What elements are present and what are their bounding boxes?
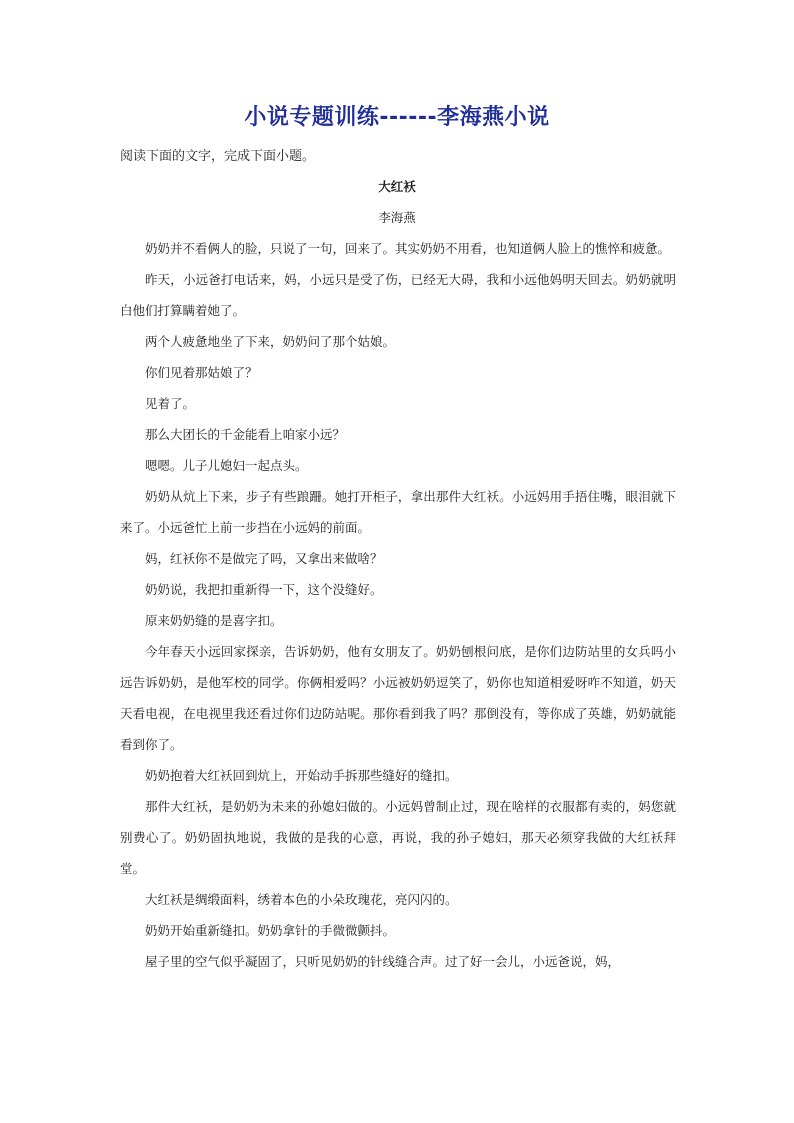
paragraph: 两个人疲惫地坐了下来，奶奶问了那个姑娘。 — [145, 334, 396, 349]
paragraph: 妈，红袄你不是做完了吗，又拿出来做啥？ — [145, 551, 383, 566]
paragraph: 那件大红袄，是奶奶为未来的孙媳妇做的。小远妈曾制止过，现在啥样的衣服都有卖的，妈您就别费心了。奶奶固执地说，我做的是我的心意，再说，我的孙子媳妇，那天必须穿我做的大红袄拜堂。 — [120, 799, 676, 876]
paragraph: 那么大团长的千金能看上咱家小远？ — [145, 427, 346, 442]
paragraph: 今年春天小远回家探亲，告诉奶奶，他有女朋友了。奶奶刨根问底，是你们边防站里的女兵吗小远告诉奶奶，是他军校的同学。你俩相爱吗？小远被奶奶逗笑了，奶你也知道相爱呀咋不知道，奶天天看电视，在电视里我还看过你们边防站呢。那你看到我了吗？那倒没有，等你成了英雄，奶奶就能看到你了。 — [120, 644, 676, 752]
reading-instruction: 阅读下面的文字，完成下面小题。 — [120, 149, 316, 164]
document-title: 小说专题训练------李海燕小说 — [244, 105, 550, 130]
paragraph: 奶奶从炕上下来，步子有些踉跚。她打开柜子，拿出那件大红袄。小远妈用手捂住嘴，眼泪就下来了。小远爸忙上前一步挡在小远妈的前面。 — [120, 489, 676, 535]
paragraph: 你们见着那姑娘了？ — [145, 365, 258, 380]
story-body — [120, 233, 676, 977]
paragraph: 见着了。 — [145, 396, 196, 411]
story-title: 大红袄 — [378, 179, 416, 194]
story-author: 李海燕 — [378, 210, 416, 225]
paragraph: 奶奶抱着大红袄回到炕上，开始动手拆那些缝好的缝扣。 — [145, 768, 458, 783]
paragraph: 奶奶说，我把扣重新得一下，这个没缝好。 — [145, 582, 383, 597]
paragraph: 原来奶奶缝的是喜字扣。 — [145, 613, 283, 628]
paragraph: 奶奶开始重新缝扣。奶奶拿针的手微微颤抖。 — [145, 923, 396, 938]
paragraph: 奶奶并不看俩人的脸，只说了一句，回来了。其实奶奶不用看，也知道俩人脸上的憔悴和疲惫。 — [145, 241, 671, 256]
paragraph: 昨天，小远爸打电话来，妈，小远只是受了伤，已经无大碍，我和小远他妈明天回去。奶奶就明白他们打算瞒着她了。 — [120, 272, 676, 318]
paragraph: 屋子里的空气似乎凝固了，只听见奶奶的针线缝合声。过了好一会儿，小远爸说，妈， — [145, 954, 621, 969]
paragraph: 嗯嗯。儿子儿媳妇一起点头。 — [145, 458, 308, 473]
paragraph: 大红袄是绸缎面料，绣着本色的小朵玫瑰花，亮闪闪的。 — [145, 892, 458, 907]
